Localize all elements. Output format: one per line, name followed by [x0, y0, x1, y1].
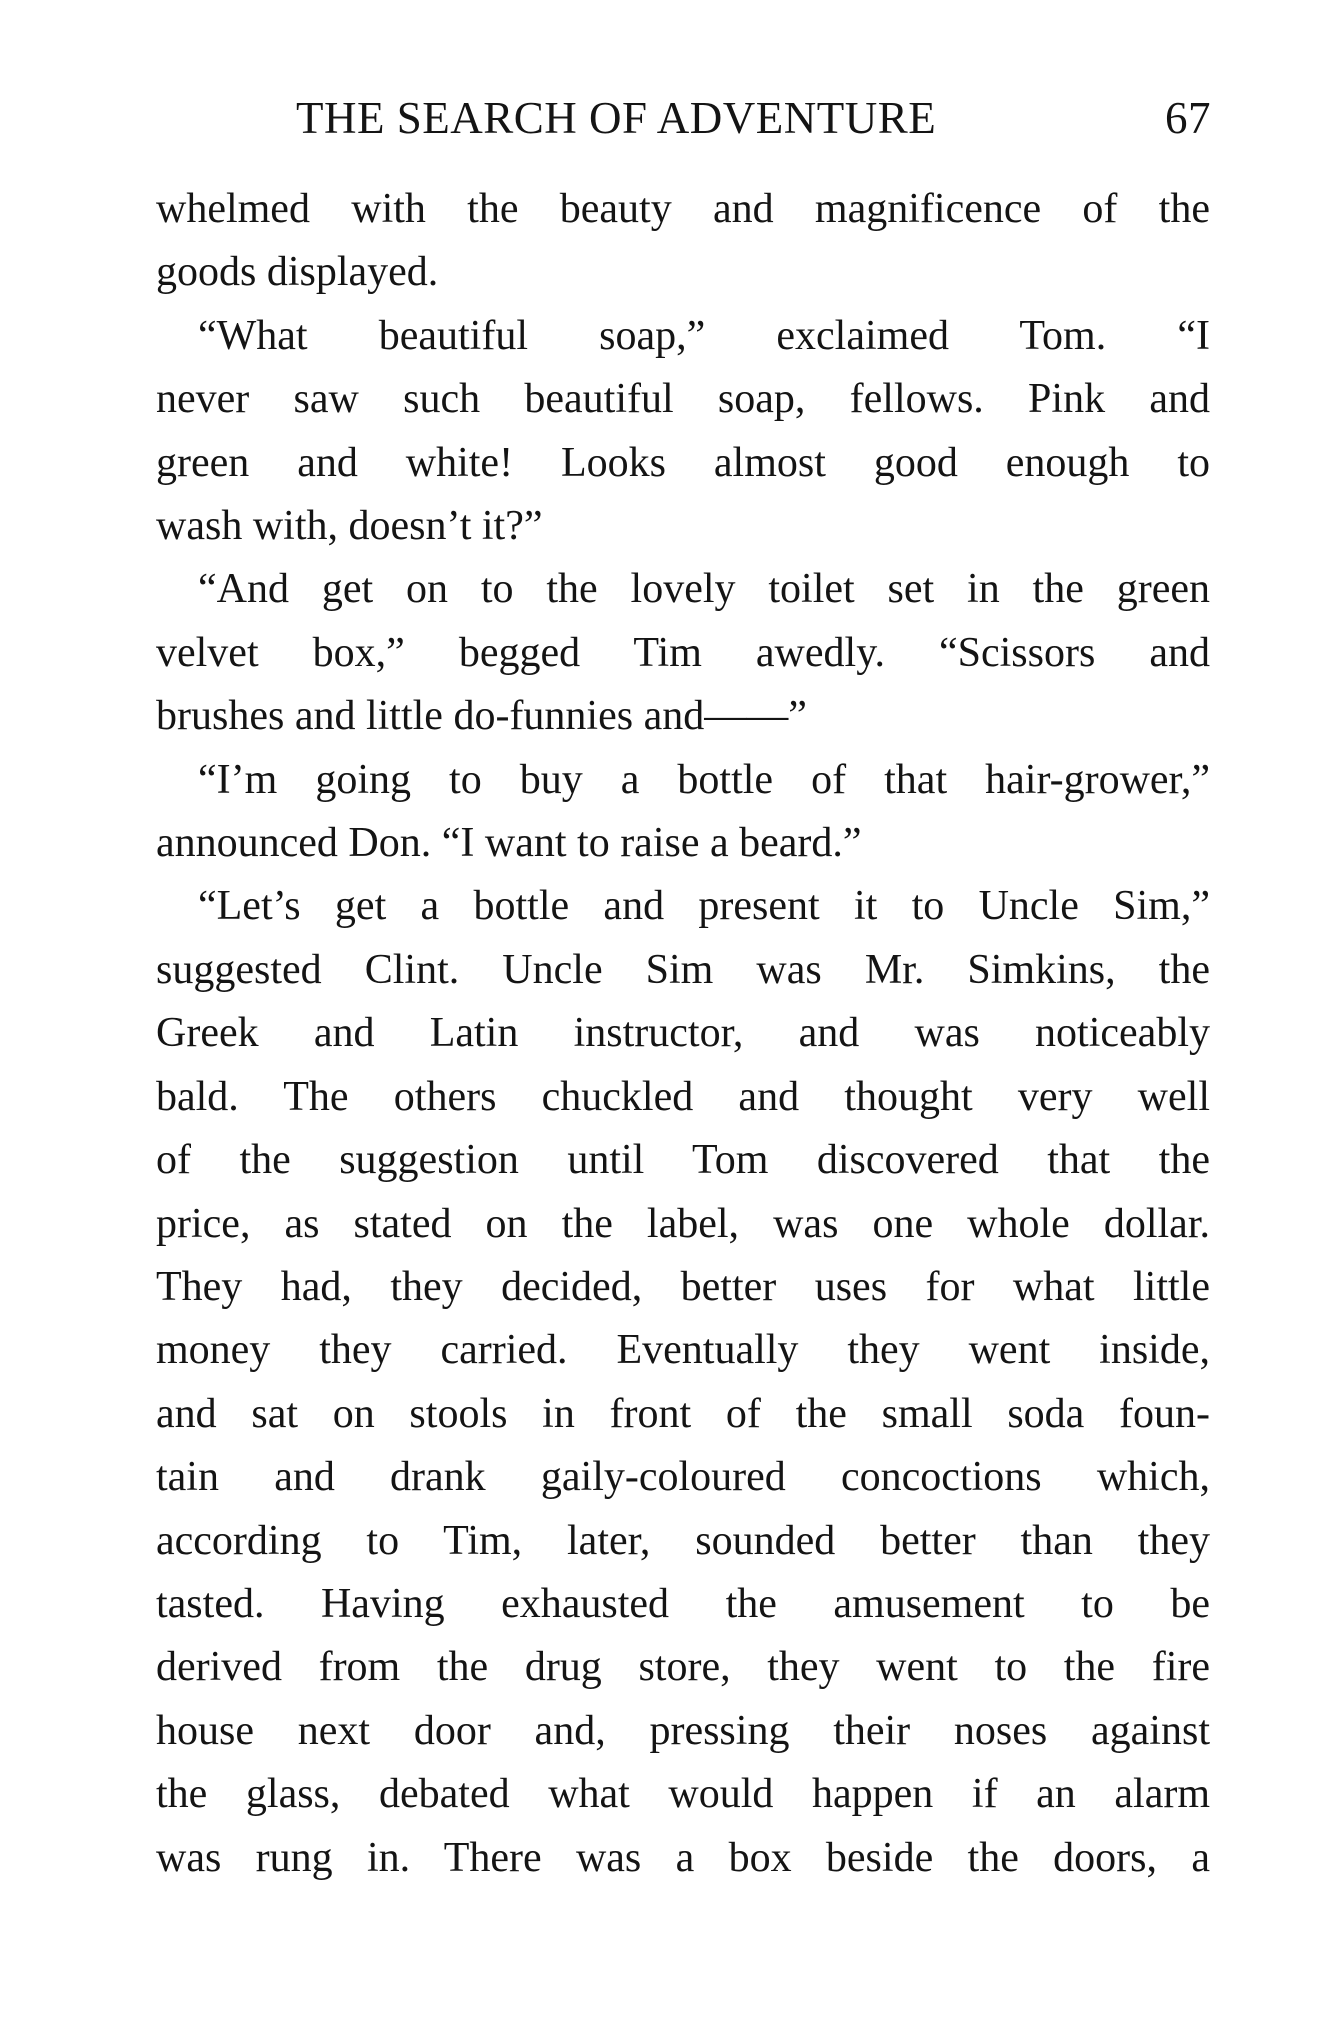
text-line: money they carried. Eventually they went inside, [156, 1327, 1210, 1374]
text-line: was rung in. There was a box beside the doors, a [156, 1834, 1210, 1881]
text-line: “What beautiful soap,” exclaimed Tom. “I [198, 312, 1210, 359]
text-line: “I’m going to buy a bottle of that hair-grower,” [198, 756, 1210, 803]
text-line: announced Don. “I want to raise a beard.” [156, 820, 862, 867]
text-line: price, as stated on the label, was one whole dollar. [156, 1200, 1210, 1247]
text-line: They had, they decided, better uses for what little [156, 1263, 1210, 1310]
text-line: bald. The others chuckled and thought very well [156, 1073, 1210, 1120]
body-text [156, 178, 1210, 1890]
text-line: Greek and Latin instructor, and was noticeably [156, 1010, 1210, 1057]
text-line: the glass, debated what would happen if an alarm [156, 1771, 1210, 1818]
text-line: wash with, doesn’t it?” [156, 503, 543, 550]
text-line: goods displayed. [156, 249, 439, 296]
text-line: house next door and, pressing their noses against [156, 1707, 1210, 1754]
text-line: suggested Clint. Uncle Sim was Mr. Simkins, the [156, 946, 1210, 993]
text-line: tasted. Having exhausted the amusement to be [156, 1580, 1210, 1627]
running-title: THE SEARCH OF ADVENTURE [296, 93, 937, 143]
text-line: velvet box,” begged Tim awedly. “Scissors and [156, 629, 1210, 676]
text-line: green and white! Looks almost good enough to [156, 439, 1210, 486]
page-number: 67 [1165, 93, 1211, 143]
text-line: “Let’s get a bottle and present it to Uncle Sim,” [198, 883, 1210, 930]
text-line: of the suggestion until Tom discovered that the [156, 1137, 1210, 1184]
text-line: brushes and little do-funnies and——” [156, 693, 807, 740]
running-head [296, 88, 1211, 148]
text-line: derived from the drug store, they went to the fire [156, 1644, 1210, 1691]
text-line: according to Tim, later, sounded better than they [156, 1517, 1210, 1564]
text-line: “And get on to the lovely toilet set in the green [198, 566, 1210, 613]
text-line: tain and drank gaily-coloured concoctions which, [156, 1454, 1210, 1501]
text-line: whelmed with the beauty and magnificence of the [156, 186, 1210, 232]
text-line: and sat on stools in front of the small soda foun- [156, 1390, 1210, 1437]
text-line: never saw such beautiful soap, fellows. Pink and [156, 376, 1210, 423]
